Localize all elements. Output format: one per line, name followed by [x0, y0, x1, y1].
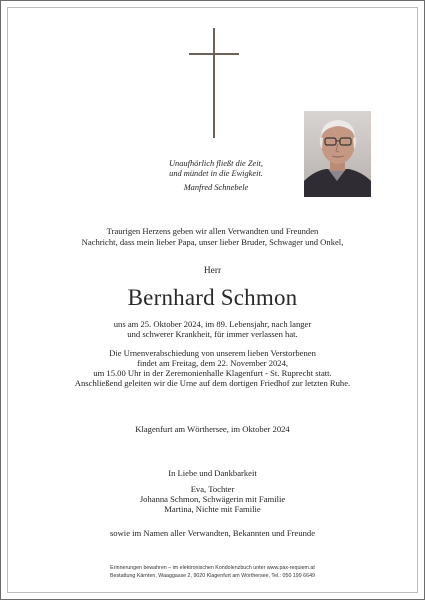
mourner-3: Martina, Nichte mit Familie [164, 504, 261, 514]
quote-line-2: und mündet in die Ewigkeit. [169, 169, 263, 178]
mourners-closing: sowie im Namen aller Verwandten, Bekannten und Freunde [109, 528, 316, 538]
intro-line-1: Traurigen Herzens geben wir allen Verwandten und Freunden [106, 226, 319, 236]
quote-block [141, 159, 291, 193]
quote-line-1: Unaufhörlich fließt die Zeit, [169, 159, 263, 168]
footer-line-1: Erinnerungen bewahren – im elektronischen Kondolenzbuch unter www.pax-requiem.at [110, 565, 315, 571]
ceremony-line-1: Die Urnenverabschiedung von unserem lieben Verstorbenen [109, 348, 316, 358]
ceremony-line-3: um 15.00 Uhr in der Zeremonienhalle Klagenfurt - St. Ruprecht statt. [93, 368, 332, 378]
death-line-1: uns am 25. Oktober 2024, im 89. Lebensjahr, nach langer [113, 319, 312, 329]
footer-line-2: Bestattung Kärnten, Waaggasse 2, 9020 Klagenfurt am Wörthersee, Tel.: 050 199 6649 [110, 573, 315, 579]
portrait-photo [304, 111, 371, 197]
ceremony-line-4: Anschließend geleiten wir die Urne auf dem dortigen Friedhof zur letzten Ruhe. [74, 378, 351, 388]
death-line-2: und schwerer Krankheit, für immer verlassen hat. [127, 329, 298, 339]
quote-author: Manfred Schnebele [183, 183, 249, 192]
deceased-name: Bernhard Schmon [127, 285, 298, 310]
place-date: Klagenfurt am Wörthersee, im Oktober 2024 [135, 424, 290, 434]
mourners-heading: In Liebe und Dankbarkeit [168, 468, 257, 478]
mourner-2: Johanna Schmon, Schwägerin mit Familie [139, 494, 286, 504]
intro-line-2: Nachricht, dass mein lieber Papa, unser lieber Bruder, Schwager und Onkel, [81, 237, 344, 247]
latin-cross-icon [189, 28, 239, 138]
salutation: Herr [203, 266, 222, 276]
ceremony-line-2: findet am Freitag, dem 22. November 2024, [136, 358, 289, 368]
mourner-1: Eva, Tochter [190, 484, 235, 494]
